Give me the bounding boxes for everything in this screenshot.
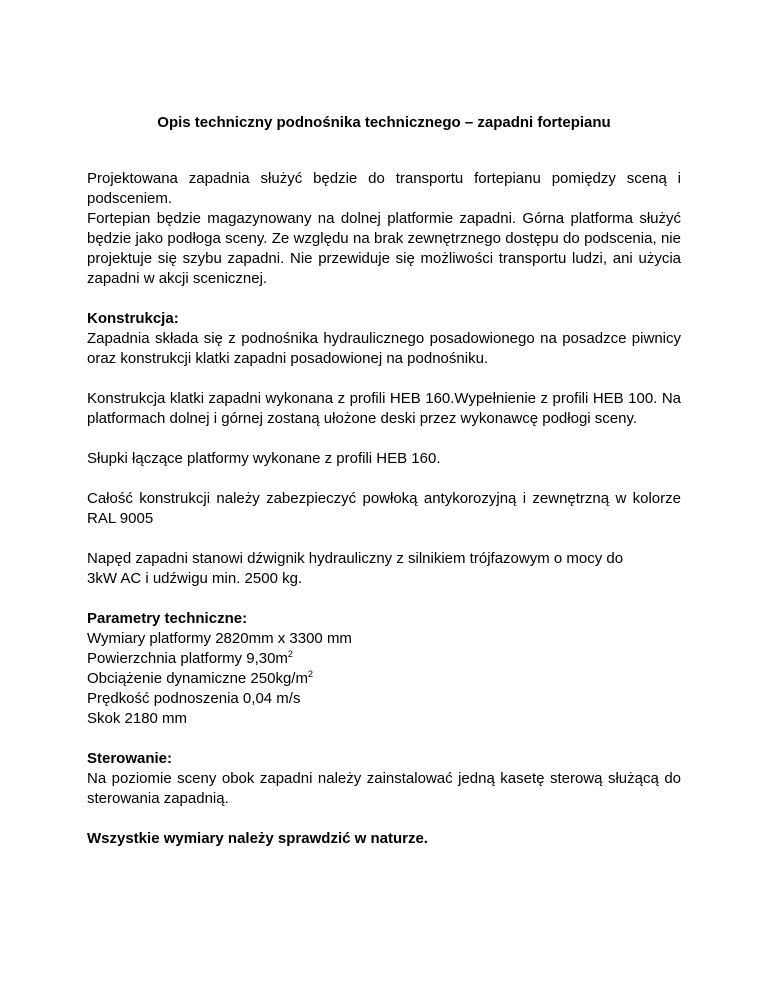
konstrukcja-text-1: Zapadnia składa się z podnośnika hydraulicznego posadowionego na posadzce piwnicy oraz konstrukcji klatki zapadni posadowionej na podnośniku.: [87, 330, 681, 367]
sterowanie-text: Na poziomie sceny obok zapadni należy zainstalować jedną kasetę sterową służącą do sterowania zapadnią.: [87, 770, 681, 807]
naped-line-2: 3kW AC i udźwigu min. 2500 kg.: [87, 570, 303, 587]
param-obciazenie-sup: 2: [307, 669, 313, 679]
intro-text-2: Fortepian będzie magazynowany na dolnej platformie zapadni. Górna platforma służyć będzie jako podłoga sceny. Ze względu na brak zewnętrznego dostępu do podscenia, nie projektuje się szybu zapadni. Nie przewiduje się możliwości transportu ludzi, ani użycia zapadni w akcji scenicznej.: [87, 210, 681, 287]
konstrukcja-heading: Konstrukcja:: [87, 310, 179, 327]
param-skok: Skok 2180 mm: [87, 710, 188, 727]
document-title: Opis techniczny podnośnika technicznego – zapadni fortepianu: [157, 114, 611, 131]
param-wymiary: Wymiary platformy 2820mm x 3300 mm: [87, 630, 352, 647]
naped-line-1: Napęd zapadni stanowi dźwignik hydrauliczny z silnikiem trójfazowym o mocy do: [87, 550, 624, 567]
sterowanie-heading: Sterowanie:: [87, 750, 173, 767]
naped-paragraph: [87, 549, 681, 589]
param-predkosc: Prędkość podnoszenia 0,04 m/s: [87, 690, 301, 707]
param-powierzchnia: [87, 649, 681, 669]
konstrukcja-section: [87, 309, 681, 369]
param-powierzchnia-sup: 2: [287, 649, 293, 659]
parametry-heading: Parametry techniczne:: [87, 610, 248, 627]
param-obciazenie-text: Obciążenie dynamiczne 250kg/m: [87, 670, 308, 687]
slupki-paragraph: Słupki łączące platformy wykonane z profili HEB 160.: [87, 450, 441, 467]
param-obciazenie: [87, 669, 681, 689]
konstrukcja-klatki-paragraph: Konstrukcja klatki zapadni wykonana z profili HEB 160.Wypełnienie z profili HEB 100. Na platformach dolnej i górnej zostaną ułożone deski przez wykonawcę podłogi sceny.: [87, 390, 681, 427]
footer-note: Wszystkie wymiary należy sprawdzić w naturze.: [87, 830, 428, 847]
parametry-section: [87, 609, 681, 729]
intro-text-1: Projektowana zapadnia służyć będzie do transportu fortepianu pomiędzy sceną i podsceniem.: [87, 170, 681, 207]
document-body: [87, 113, 681, 869]
zabezpieczenie-paragraph: Całość konstrukcji należy zabezpieczyć powłoką antykorozyjną i zewnętrzną w kolorze RAL 9005: [87, 490, 681, 527]
param-powierzchnia-text: Powierzchnia platformy 9,30m: [87, 650, 288, 667]
intro-paragraph: [87, 169, 681, 289]
sterowanie-section: [87, 749, 681, 809]
